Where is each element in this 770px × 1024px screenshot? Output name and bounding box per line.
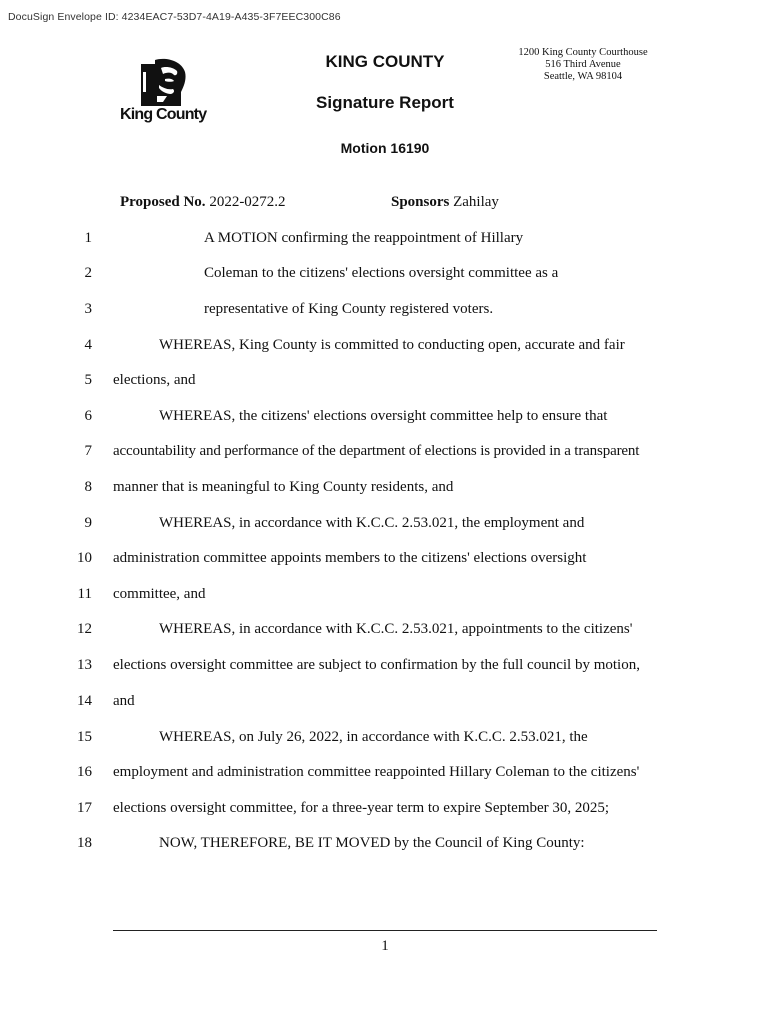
line-text: WHEREAS, in accordance with K.C.C. 2.53.021, appointments to the citizens' [159, 621, 633, 637]
line-text: accountability and performance of the department of elections is provided in a transparent [113, 443, 640, 459]
report-title: Signature Report [316, 93, 454, 112]
line-text: NOW, THEREFORE, BE IT MOVED by the Council of King County: [159, 835, 585, 851]
line-text: committee, and [113, 586, 206, 602]
line-number: 7 [84, 443, 92, 459]
numbered-line [0, 230, 770, 250]
numbered-line [0, 657, 770, 677]
line-text: WHEREAS, the citizens' elections oversight committee help to ensure that [159, 408, 608, 424]
sponsors [391, 194, 499, 211]
line-number: 8 [84, 479, 92, 495]
line-number: 12 [77, 621, 92, 637]
numbered-line [0, 621, 770, 641]
line-number: 17 [77, 800, 92, 816]
line-number: 18 [77, 835, 92, 851]
line-text: WHEREAS, in accordance with K.C.C. 2.53.021, the employment and [159, 515, 585, 531]
line-number: 2 [84, 265, 92, 281]
numbered-line [0, 835, 770, 855]
numbered-line [0, 443, 770, 463]
page-number: 1 [381, 938, 389, 954]
line-text: manner that is meaningful to King County residents, and [113, 479, 454, 495]
line-text: employment and administration committee reappointed Hillary Coleman to the citizens' [113, 764, 640, 780]
address-line: 1200 King County Courthouse [518, 47, 648, 58]
numbered-line [0, 337, 770, 357]
numbered-line [0, 729, 770, 749]
sponsors-value: Zahilay [453, 194, 499, 210]
line-number: 4 [84, 337, 92, 353]
line-text: representative of King County registered voters. [204, 301, 494, 317]
line-text: elections oversight committee are subject to confirmation by the full council by motion, [113, 657, 640, 673]
numbered-line [0, 515, 770, 535]
king-county-logo-icon [141, 58, 187, 106]
proposed-number [120, 194, 286, 211]
line-number: 15 [77, 729, 92, 745]
line-number: 16 [77, 764, 92, 780]
numbered-line [0, 301, 770, 321]
line-text: Coleman to the citizens' elections oversight committee as a [204, 265, 559, 281]
numbered-line [0, 586, 770, 606]
numbered-line [0, 764, 770, 784]
county-title: KING COUNTY [325, 52, 445, 71]
logo-wordmark: King County [120, 106, 207, 123]
line-number: 5 [84, 372, 92, 388]
line-number: 10 [77, 550, 92, 566]
line-text: elections oversight committee, for a three-year term to expire September 30, 2025; [113, 800, 610, 816]
numbered-line [0, 372, 770, 392]
courthouse-address [518, 47, 647, 83]
numbered-line [0, 479, 770, 499]
proposed-label: Proposed No. [120, 194, 206, 210]
line-text: WHEREAS, on July 26, 2022, in accordance with K.C.C. 2.53.021, the [159, 729, 588, 745]
line-text: elections, and [113, 372, 196, 388]
numbered-line [0, 408, 770, 428]
sponsors-label: Sponsors [391, 194, 450, 210]
proposed-value: 2022-0272.2 [209, 194, 286, 210]
numbered-line [0, 693, 770, 713]
line-number: 11 [77, 586, 92, 602]
line-number: 9 [84, 515, 92, 531]
line-number: 6 [84, 408, 92, 424]
footer-divider [113, 930, 657, 931]
numbered-line [0, 550, 770, 570]
king-county-logo [116, 58, 216, 130]
line-number: 1 [84, 230, 92, 246]
address-line: Seattle, WA 98104 [543, 71, 623, 82]
line-text: and [113, 693, 135, 709]
line-number: 14 [77, 693, 92, 709]
address-line: 516 Third Avenue [545, 59, 621, 70]
numbered-line [0, 800, 770, 820]
motion-title: Motion 16190 [340, 140, 430, 156]
line-text: WHEREAS, King County is committed to conducting open, accurate and fair [159, 337, 625, 353]
line-number: 3 [84, 301, 92, 317]
numbered-line [0, 265, 770, 285]
line-text: administration committee appoints members to the citizens' elections oversight [113, 550, 587, 566]
line-number: 13 [77, 657, 92, 673]
line-text: A MOTION confirming the reappointment of Hillary [204, 230, 524, 246]
docusign-envelope-id: DocuSign Envelope ID: 4234EAC7-53D7-4A19-A435-3F7EEC300C86 [8, 11, 341, 23]
